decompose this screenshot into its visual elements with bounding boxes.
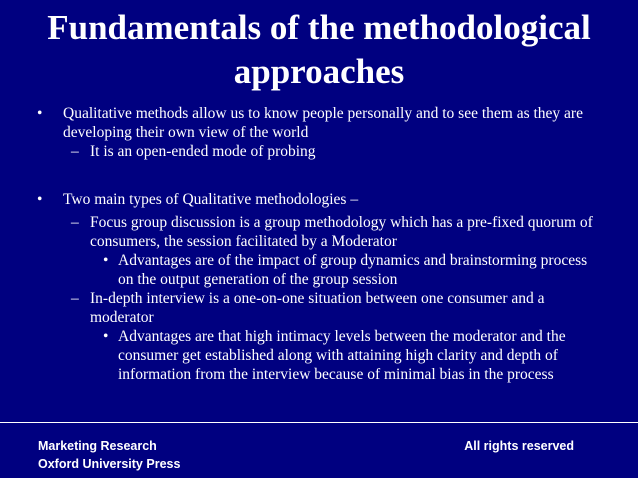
sub-bullet-focus-group [0, 213, 605, 251]
spacer [0, 161, 638, 190]
dash-marker: – [71, 290, 79, 307]
slide-content [0, 104, 638, 384]
dash-marker: – [71, 214, 79, 231]
sub-bullet-text: In-depth interview is a one-on-one situation between one consumer and a moderator [90, 290, 545, 326]
bullet-text: Two main types of Qualitative methodologies – [63, 191, 359, 208]
slide-title-line-2: approaches [233, 52, 405, 91]
bullet-marker: • [103, 328, 109, 345]
bullet-marker: • [37, 191, 43, 208]
bullet-marker: • [37, 105, 43, 122]
footer-course-name: Marketing Research [38, 439, 157, 453]
sub-bullet-open-ended [0, 142, 605, 161]
bullet-two-main-types [0, 190, 603, 209]
sub-bullet-text: It is an open-ended mode of probing [90, 143, 316, 160]
dash-marker: – [71, 143, 79, 160]
sub-sub-bullet-text: Advantages are that high intimacy levels between the moderator and the consumer get established along with attaining high clarity and depth of information from the interview because of minimal bias in the process [118, 328, 566, 383]
slide-title-line-1: Fundamentals of the methodological [47, 8, 591, 47]
bullet-qualitative-methods [0, 104, 603, 142]
sub-sub-bullet-text: Advantages are of the impact of group dynamics and brainstorming process on the output generation of the group session [118, 252, 588, 288]
bullet-marker: • [103, 252, 109, 269]
footer-copyright: All rights reserved [464, 439, 574, 453]
sub-bullet-text: Focus group discussion is a group methodology which has a pre-fixed quorum of consumers, the session facilitated by a Moderator [90, 214, 593, 250]
sub-sub-bullet-focus-group-advantages [0, 251, 588, 289]
slide-title [20, 6, 618, 94]
footer-publisher-name: Oxford University Press [38, 457, 181, 471]
sub-bullet-in-depth-interview [0, 289, 605, 327]
bullet-text: Qualitative methods allow us to know people personally and to see them as they are developing their own view of the world [63, 105, 583, 141]
sub-sub-bullet-interview-advantages [0, 327, 588, 384]
footer-divider [0, 422, 638, 423]
footer-publisher [38, 437, 180, 473]
